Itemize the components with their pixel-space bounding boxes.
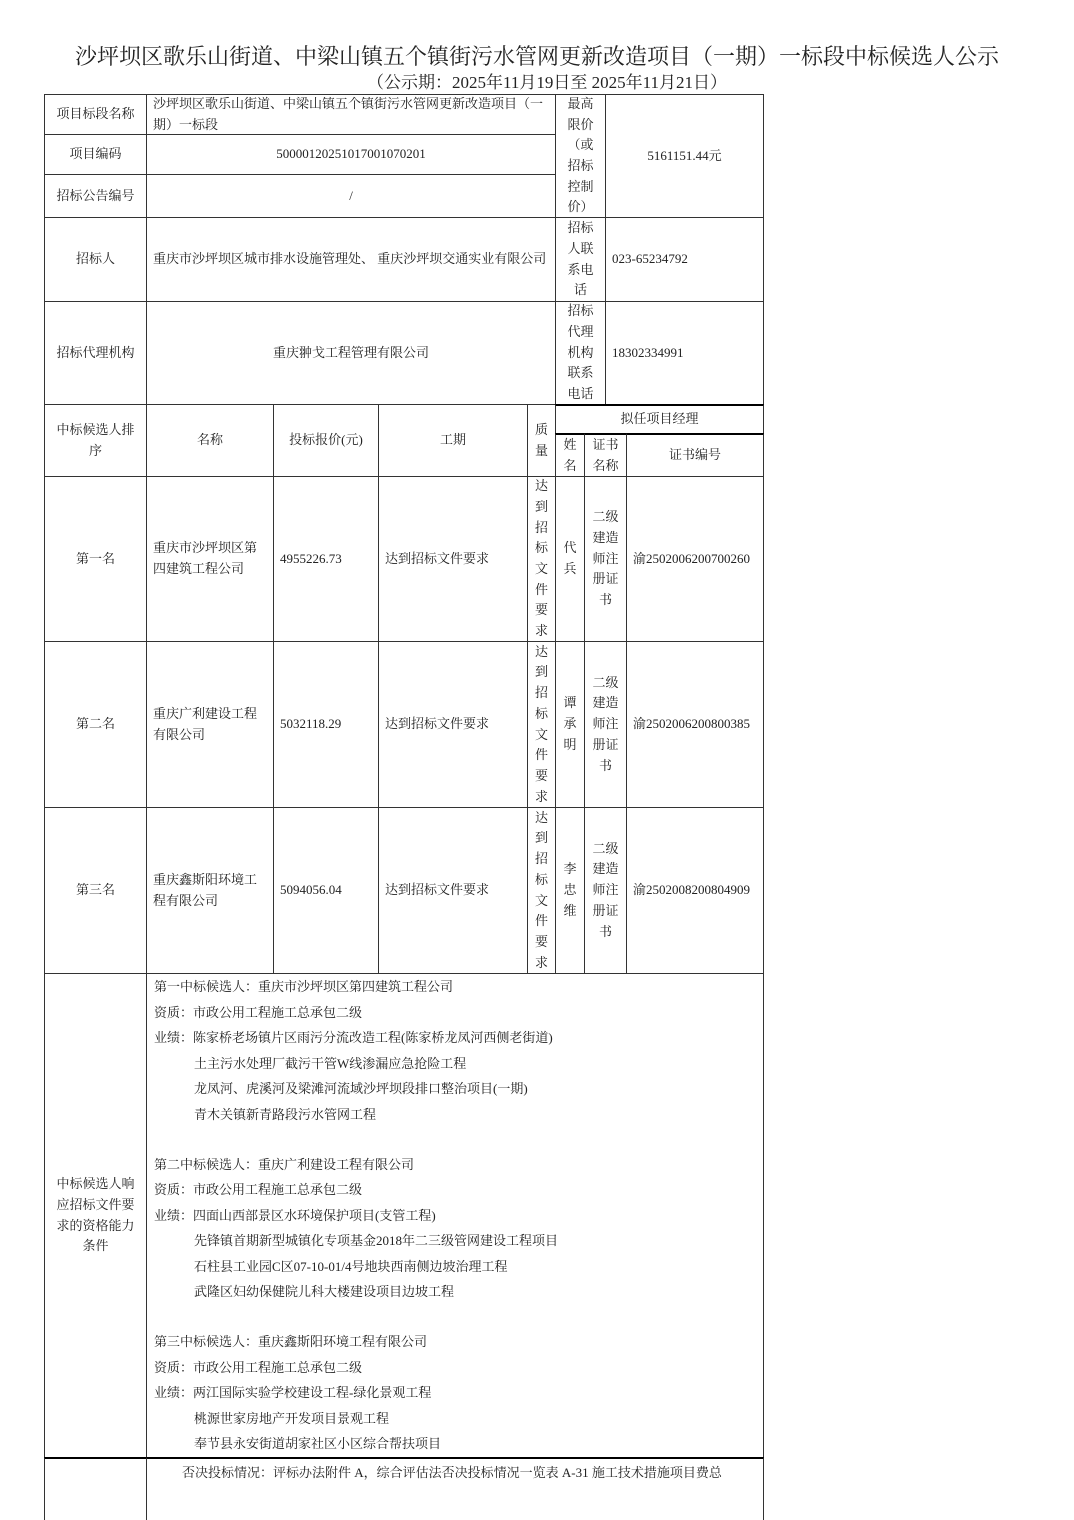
cert-number: 渝2502008200804909	[626, 807, 764, 974]
candidate-2-perf-item: 石柱县工业园C区07-10-01/4号地块西南侧边坡治理工程	[194, 1258, 508, 1274]
rejection-label-cell	[44, 1457, 147, 1520]
qualification-content	[146, 973, 764, 1458]
quality: 达到招标文件要求	[527, 476, 556, 642]
cert-no-header: 证书编号	[626, 433, 764, 477]
tenderer-label: 招标人	[44, 217, 147, 302]
construction-period: 达到招标文件要求	[378, 641, 528, 808]
candidate-3-perf-item: 奉节县永安街道胡家社区小区综合帮扶项目	[194, 1436, 442, 1452]
pm-name: 李忠维	[555, 807, 585, 974]
code-label: 项目编码	[44, 134, 147, 175]
publicity-period: （公示期：2025年11月19日至 2025年11月21日）	[367, 73, 727, 92]
candidate-3-qual: 资质：市政公用工程施工总承包二级	[154, 1359, 363, 1375]
rank: 第二名	[44, 641, 147, 808]
candidate-3-head: 第三中标候选人：重庆鑫斯阳环境工程有限公司	[154, 1334, 428, 1350]
candidate-1-qual: 资质：市政公用工程施工总承包二级	[154, 1004, 363, 1020]
section-name: 沙坪坝区歌乐山街道、中梁山镇五个镇街污水管网更新改造项目（一期）一标段	[146, 94, 556, 135]
pm-name: 谭承明	[555, 641, 585, 808]
cert-number: 渝2502006200700260	[626, 476, 764, 642]
rank: 第三名	[44, 807, 147, 974]
candidate-3-perf-item: 桃源世家房地产开发项目景观工程	[194, 1410, 390, 1426]
max-price-label: 最高限价（或招标控制价）	[555, 94, 606, 218]
tenderer: 重庆市沙坪坝区城市排水设施管理处、 重庆沙坪坝交通实业有限公司	[146, 217, 556, 302]
max-price: 5161151.44元	[605, 94, 764, 218]
project-code: 500001202510170010702​01	[146, 134, 556, 175]
pm-header: 拟任项目经理	[555, 404, 764, 434]
candidate-1-head: 第一中标候选人：重庆市沙坪坝区第四建筑工程公司	[154, 979, 454, 994]
rejection-text: 否决投标情况：评标办法附件 A，综合评估法否决投标情况一览表 A-31 施工技术措施项目费总	[146, 1457, 764, 1520]
agency-phone: 18302334991	[605, 301, 764, 405]
qualification-label: 中标候选人响应招标文件要求的资格能力条件	[44, 973, 147, 1458]
construction-period: 达到招标文件要求	[378, 476, 528, 642]
bid-price: 5094056.04	[273, 807, 379, 974]
cert-name-header: 证书名称	[584, 433, 627, 477]
candidate-name: 重庆鑫斯阳环境工程有限公司	[146, 807, 274, 974]
tenderer-phone: 023-65234792	[605, 217, 764, 302]
pm-name: 代兵	[555, 476, 585, 642]
agency-label: 招标代理机构	[44, 301, 147, 405]
cert-name: 二级建造师注册证书	[584, 641, 627, 808]
rank: 第一名	[44, 476, 147, 642]
bid-price: 5032118.29	[273, 641, 379, 808]
quality: 达到招标文件要求	[527, 641, 556, 808]
candidate-1-perf-item: 土主污水处理厂截污干管W线渗漏应急抢险工程	[194, 1055, 467, 1071]
candidate-2-head: 第二中标候选人：重庆广利建设工程有限公司	[154, 1156, 415, 1172]
notice-number: /	[146, 174, 556, 218]
candidate-name: 重庆市沙坪坝区第四建筑工程公司	[146, 476, 274, 642]
price-header: 投标报价(元)	[273, 404, 379, 477]
pm-name-header: 姓名	[555, 433, 585, 477]
cert-number: 渝2502006200800385	[626, 641, 764, 808]
candidate-3-perf: 业绩：两江国际实验学校建设工程-绿化景观工程	[154, 1385, 432, 1401]
candidate-name: 重庆广利建设工程有限公司	[146, 641, 274, 808]
cert-name: 二级建造师注册证书	[584, 807, 627, 974]
quality-header: 质量	[527, 404, 556, 477]
candidate-2-perf: 业绩：四面山西部景区水环境保护项目(支管工程)	[154, 1207, 436, 1223]
quality: 达到招标文件要求	[527, 807, 556, 974]
period-header: 工期	[378, 404, 528, 477]
bid-price: 4955226.73	[273, 476, 379, 642]
name-header: 名称	[146, 404, 274, 477]
candidate-2-perf-item: 武隆区妇幼保健院儿科大楼建设项目边坡工程	[194, 1284, 455, 1300]
agency-phone-label: 招标代理机构联系电话	[555, 301, 606, 405]
construction-period: 达到招标文件要求	[378, 807, 528, 974]
rank-header: 中标候选人排序	[44, 404, 147, 477]
candidate-2-perf-item: 先锋镇首期新型城镇化专项基金2018年二三级管网建设工程项目	[194, 1233, 559, 1249]
candidate-1-perf-item: 龙凤河、虎溪河及梁滩河流域沙坪坝段排口整治项目(一期)	[194, 1081, 528, 1097]
tenderer-phone-label: 招标人联系电话	[555, 217, 606, 302]
notice-label: 招标公告编号	[44, 174, 147, 218]
candidate-2-qual: 资质：市政公用工程施工总承包二级	[154, 1182, 363, 1198]
page-title: 沙坪坝区歌乐山街道、中梁山镇五个镇街污水管网更新改造项目（一期）一标段中标候选人公示	[74, 44, 999, 69]
candidate-1-perf: 业绩：陈家桥老场镇片区雨污分流改造工程(陈家桥龙凤河西侧老街道)	[154, 1030, 553, 1046]
cert-name: 二级建造师注册证书	[584, 476, 627, 642]
candidate-1-perf-item: 青木关镇新青路段污水管网工程	[194, 1106, 377, 1122]
agency: 重庆翀戈工程管理有限公司	[146, 301, 556, 405]
section-name-label: 项目标段名称	[44, 94, 147, 135]
